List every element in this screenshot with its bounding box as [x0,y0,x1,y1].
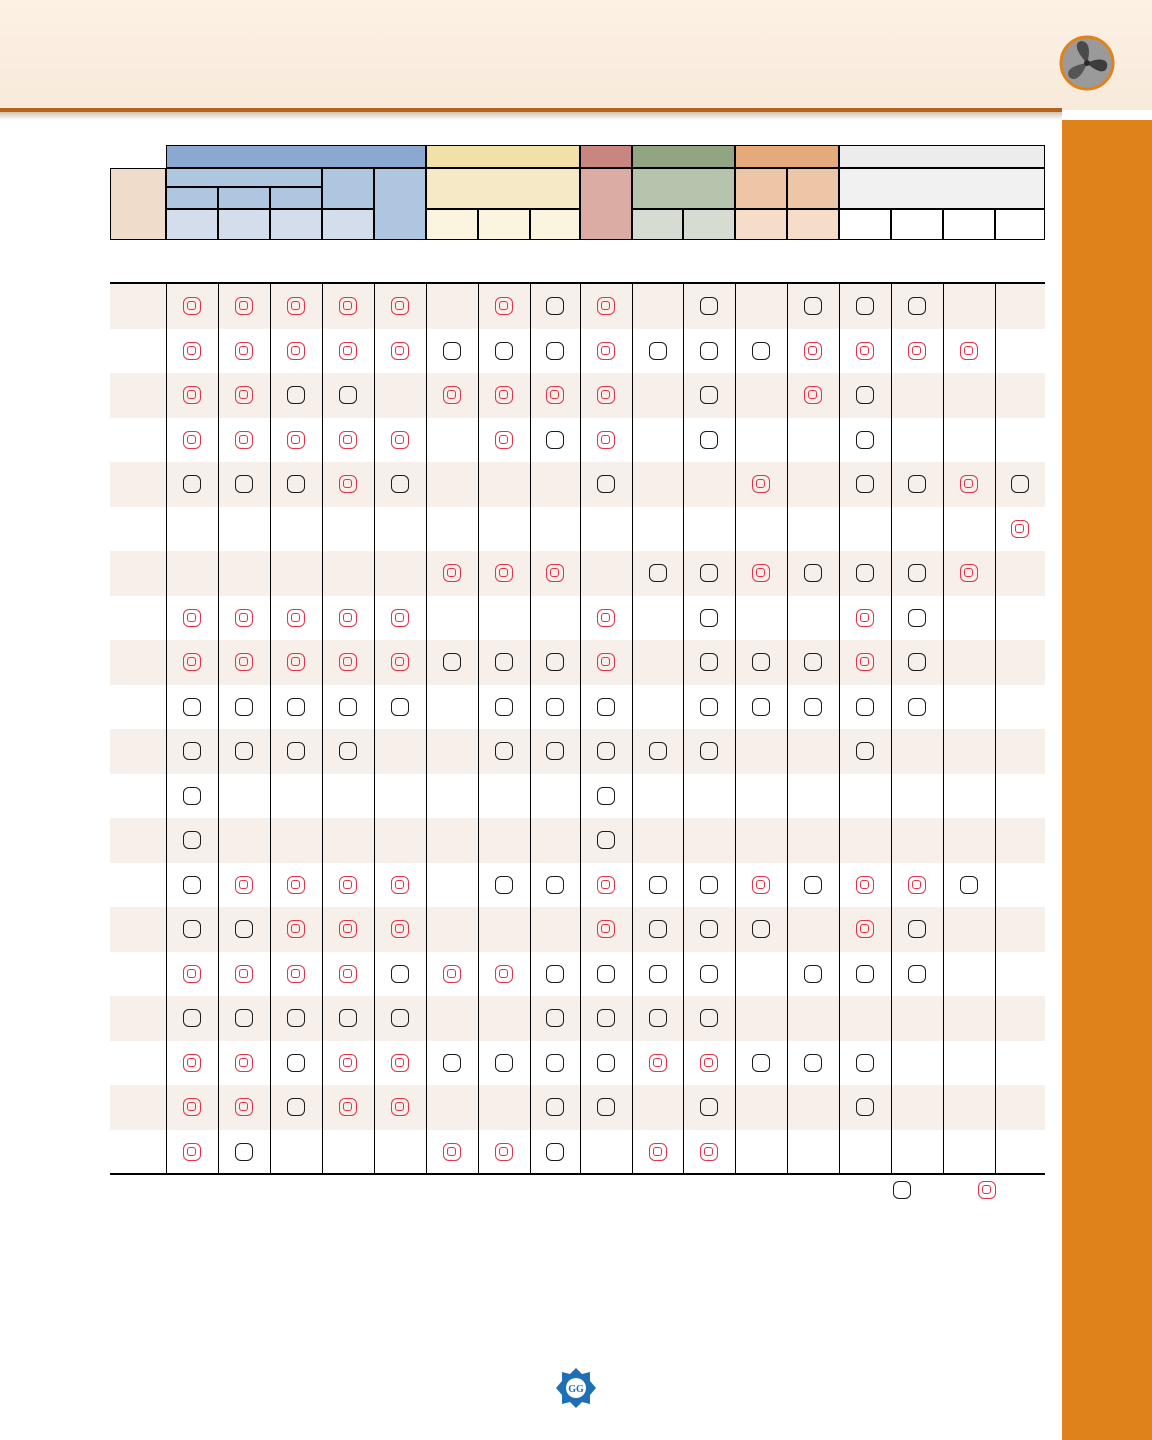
header-sub-4 [632,168,735,209]
header-leaf-4-1 [632,209,683,240]
good-rating-icon [287,475,305,493]
good-rating-icon [908,297,926,315]
best-rating-icon [183,965,201,983]
best-rating-icon [597,609,615,627]
good-rating-icon [339,742,357,760]
good-rating-icon [597,831,615,849]
good-rating-icon [183,787,201,805]
column-divider [735,284,736,1174]
best-rating-icon [339,920,357,938]
good-rating-icon [495,342,513,360]
best-rating-icon [908,876,926,894]
good-rating-icon [287,698,305,716]
best-rating-icon [183,297,201,315]
good-rating-icon [546,1054,564,1072]
table-row [110,774,1045,819]
best-rating-icon [235,1098,253,1116]
column-divider [632,284,633,1174]
column-divider [218,284,219,1174]
good-rating-icon [804,876,822,894]
best-rating-icon [597,653,615,671]
header-leaf-2-3 [530,209,580,240]
good-rating-icon [287,1009,305,1027]
good-rating-icon [391,475,409,493]
good-rating-icon [649,920,667,938]
good-rating-icon [235,698,253,716]
header-leaf-1-2 [218,209,270,240]
good-rating-icon [183,920,201,938]
best-rating-icon [287,431,305,449]
good-rating-icon [856,1098,874,1116]
good-rating-icon [597,965,615,983]
good-rating-icon [183,1009,201,1027]
good-rating-icon [908,698,926,716]
good-rating-icon [804,564,822,582]
header-leaf-6-3 [943,209,995,240]
table-bottom-rule [110,1173,1045,1175]
best-rating-icon [235,342,253,360]
header-sub-2 [426,168,580,209]
best-rating-icon [908,342,926,360]
good-rating-icon [856,965,874,983]
best-rating-icon [391,1098,409,1116]
legend-best-icon [978,1181,996,1199]
best-rating-icon [183,386,201,404]
best-rating-icon [287,876,305,894]
best-rating-icon [495,1143,513,1161]
column-divider [166,284,167,1174]
good-rating-icon [700,386,718,404]
best-rating-icon [235,431,253,449]
good-rating-icon [700,876,718,894]
best-rating-icon [495,386,513,404]
good-rating-icon [495,876,513,894]
best-rating-icon [287,609,305,627]
column-divider [995,284,996,1174]
header-leaf-6-4 [995,209,1045,240]
good-rating-icon [856,742,874,760]
best-rating-icon [183,342,201,360]
drill-bit-badge-icon [1059,35,1115,91]
best-rating-icon [339,876,357,894]
best-rating-icon [856,876,874,894]
column-divider [322,284,323,1174]
good-rating-icon [546,653,564,671]
good-rating-icon [700,920,718,938]
best-rating-icon [495,965,513,983]
section-side-tab [1062,120,1152,1440]
good-rating-icon [235,920,253,938]
column-divider [943,284,944,1174]
header-sub-1a [166,168,322,187]
best-rating-icon [960,475,978,493]
table-row [110,551,1045,596]
column-divider [580,284,581,1174]
header-group-5 [735,145,839,168]
good-rating-icon [443,342,461,360]
good-rating-icon [597,698,615,716]
good-rating-icon [546,297,564,315]
best-rating-icon [495,431,513,449]
header-leaf-5-1 [735,209,787,240]
header-sub-1c [374,168,426,240]
legend-good-icon [893,1181,911,1199]
good-rating-icon [597,787,615,805]
best-rating-icon [495,564,513,582]
page-header-band [0,0,1152,110]
good-rating-icon [752,653,770,671]
good-rating-icon [908,653,926,671]
best-rating-icon [649,1054,667,1072]
good-rating-icon [856,386,874,404]
column-divider [426,284,427,1174]
best-rating-icon [391,920,409,938]
best-rating-icon [287,965,305,983]
best-rating-icon [391,653,409,671]
good-rating-icon [960,876,978,894]
good-rating-icon [495,1054,513,1072]
good-rating-icon [804,698,822,716]
best-rating-icon [546,386,564,404]
header-leaf-4-2 [683,209,735,240]
good-rating-icon [752,342,770,360]
best-rating-icon [235,876,253,894]
good-rating-icon [700,653,718,671]
best-rating-icon [235,965,253,983]
best-rating-icon [856,342,874,360]
good-rating-icon [908,564,926,582]
header-shadow [0,112,1062,120]
best-rating-icon [287,920,305,938]
header-leaf-2-1 [426,209,478,240]
good-rating-icon [546,1098,564,1116]
best-rating-icon [597,386,615,404]
best-rating-icon [856,609,874,627]
best-rating-icon [339,475,357,493]
best-rating-icon [183,1054,201,1072]
best-rating-icon [339,653,357,671]
header-sub-1a-part-3 [270,187,322,209]
good-rating-icon [856,564,874,582]
good-rating-icon [649,742,667,760]
good-rating-icon [287,1098,305,1116]
best-rating-icon [183,653,201,671]
good-rating-icon [339,386,357,404]
good-rating-icon [287,742,305,760]
good-rating-icon [546,1009,564,1027]
good-rating-icon [908,609,926,627]
best-rating-icon [183,1143,201,1161]
best-rating-icon [391,1054,409,1072]
header-leaf-6-2 [891,209,943,240]
good-rating-icon [546,698,564,716]
header-leaf-1-4 [322,209,374,240]
good-rating-icon [546,742,564,760]
good-rating-icon [183,698,201,716]
best-rating-icon [235,609,253,627]
good-rating-icon [287,1054,305,1072]
best-rating-icon [597,876,615,894]
good-rating-icon [546,876,564,894]
good-rating-icon [804,297,822,315]
good-rating-icon [700,698,718,716]
best-rating-icon [700,1143,718,1161]
best-rating-icon [443,564,461,582]
best-rating-icon [960,564,978,582]
good-rating-icon [391,965,409,983]
best-rating-icon [339,431,357,449]
best-rating-icon [649,1143,667,1161]
good-rating-icon [700,609,718,627]
good-rating-icon [804,965,822,983]
header-leaf-1-3 [270,209,322,240]
best-rating-icon [287,297,305,315]
best-rating-icon [597,431,615,449]
good-rating-icon [1011,475,1029,493]
svg-text:GG: GG [568,1384,584,1395]
best-rating-icon [804,342,822,360]
good-rating-icon [752,920,770,938]
good-rating-icon [546,431,564,449]
header-sub-1b [322,168,374,209]
header-sub-3 [580,168,632,240]
good-rating-icon [700,297,718,315]
best-rating-icon [443,386,461,404]
best-rating-icon [339,1054,357,1072]
good-rating-icon [856,297,874,315]
best-rating-icon [287,653,305,671]
best-rating-icon [287,342,305,360]
good-rating-icon [391,698,409,716]
header-leaf-5-2 [787,209,839,240]
good-rating-icon [908,965,926,983]
good-rating-icon [856,1054,874,1072]
column-divider [374,284,375,1174]
good-rating-icon [235,1009,253,1027]
good-rating-icon [183,831,201,849]
best-rating-icon [235,653,253,671]
best-rating-icon [391,609,409,627]
best-rating-icon [752,564,770,582]
good-rating-icon [700,431,718,449]
header-sub-1a-part-1 [166,187,218,209]
best-rating-icon [700,1054,718,1072]
best-rating-icon [804,386,822,404]
best-rating-icon [546,564,564,582]
best-rating-icon [1011,520,1029,538]
header-corner-cell [110,168,166,240]
header-group-2 [426,145,580,168]
header-group-4 [632,145,735,168]
good-rating-icon [183,876,201,894]
best-rating-icon [183,1098,201,1116]
header-group-6 [839,145,1045,168]
best-rating-icon [235,386,253,404]
good-rating-icon [391,1009,409,1027]
good-rating-icon [752,1054,770,1072]
good-rating-icon [597,742,615,760]
good-rating-icon [339,698,357,716]
header-sub-6 [839,168,1045,209]
table-row [110,818,1045,863]
header-leaf-6-1 [839,209,891,240]
good-rating-icon [597,1054,615,1072]
good-rating-icon [235,1143,253,1161]
good-rating-icon [700,965,718,983]
column-divider [787,284,788,1174]
header-sub-1a-part-2 [218,187,270,209]
good-rating-icon [700,564,718,582]
best-rating-icon [235,1054,253,1072]
column-divider [683,284,684,1174]
best-rating-icon [443,965,461,983]
good-rating-icon [856,431,874,449]
header-leaf-2-2 [478,209,530,240]
good-rating-icon [546,965,564,983]
best-rating-icon [391,297,409,315]
good-rating-icon [235,475,253,493]
good-rating-icon [287,386,305,404]
best-rating-icon [960,342,978,360]
best-rating-icon [443,1143,461,1161]
good-rating-icon [495,742,513,760]
good-rating-icon [443,1054,461,1072]
header-sub-5-2 [787,168,839,209]
best-rating-icon [856,920,874,938]
best-rating-icon [339,342,357,360]
good-rating-icon [700,742,718,760]
best-rating-icon [339,965,357,983]
column-divider [530,284,531,1174]
good-rating-icon [183,475,201,493]
good-rating-icon [804,1054,822,1072]
good-rating-icon [235,742,253,760]
good-rating-icon [700,342,718,360]
good-rating-icon [597,1009,615,1027]
best-rating-icon [339,297,357,315]
best-rating-icon [856,653,874,671]
good-rating-icon [183,742,201,760]
header-sub-5-1 [735,168,787,209]
good-rating-icon [597,1098,615,1116]
best-rating-icon [391,431,409,449]
good-rating-icon [649,342,667,360]
good-rating-icon [546,342,564,360]
best-rating-icon [183,609,201,627]
good-rating-icon [649,564,667,582]
column-divider [478,284,479,1174]
header-group-1 [166,145,426,168]
header-leaf-1-1 [166,209,218,240]
good-rating-icon [908,920,926,938]
good-rating-icon [649,965,667,983]
good-rating-icon [339,1009,357,1027]
good-rating-icon [804,653,822,671]
good-rating-icon [443,653,461,671]
best-rating-icon [597,342,615,360]
best-rating-icon [391,876,409,894]
good-rating-icon [856,475,874,493]
best-rating-icon [752,876,770,894]
best-rating-icon [339,1098,357,1116]
good-rating-icon [752,698,770,716]
good-rating-icon [649,1009,667,1027]
best-rating-icon [752,475,770,493]
best-rating-icon [597,297,615,315]
best-rating-icon [391,342,409,360]
good-rating-icon [495,653,513,671]
good-rating-icon [700,1009,718,1027]
good-rating-icon [495,698,513,716]
good-rating-icon [856,698,874,716]
column-divider [270,284,271,1174]
header-group-3 [580,145,632,168]
best-rating-icon [183,431,201,449]
good-rating-icon [908,475,926,493]
column-divider [839,284,840,1174]
good-rating-icon [597,475,615,493]
brand-logo-icon [555,1367,597,1409]
best-rating-icon [495,297,513,315]
column-divider [891,284,892,1174]
good-rating-icon [649,876,667,894]
best-rating-icon [597,920,615,938]
table-row [110,507,1045,552]
best-rating-icon [339,609,357,627]
best-rating-icon [235,297,253,315]
good-rating-icon [546,1143,564,1161]
table-top-rule [110,282,1045,284]
good-rating-icon [700,1098,718,1116]
